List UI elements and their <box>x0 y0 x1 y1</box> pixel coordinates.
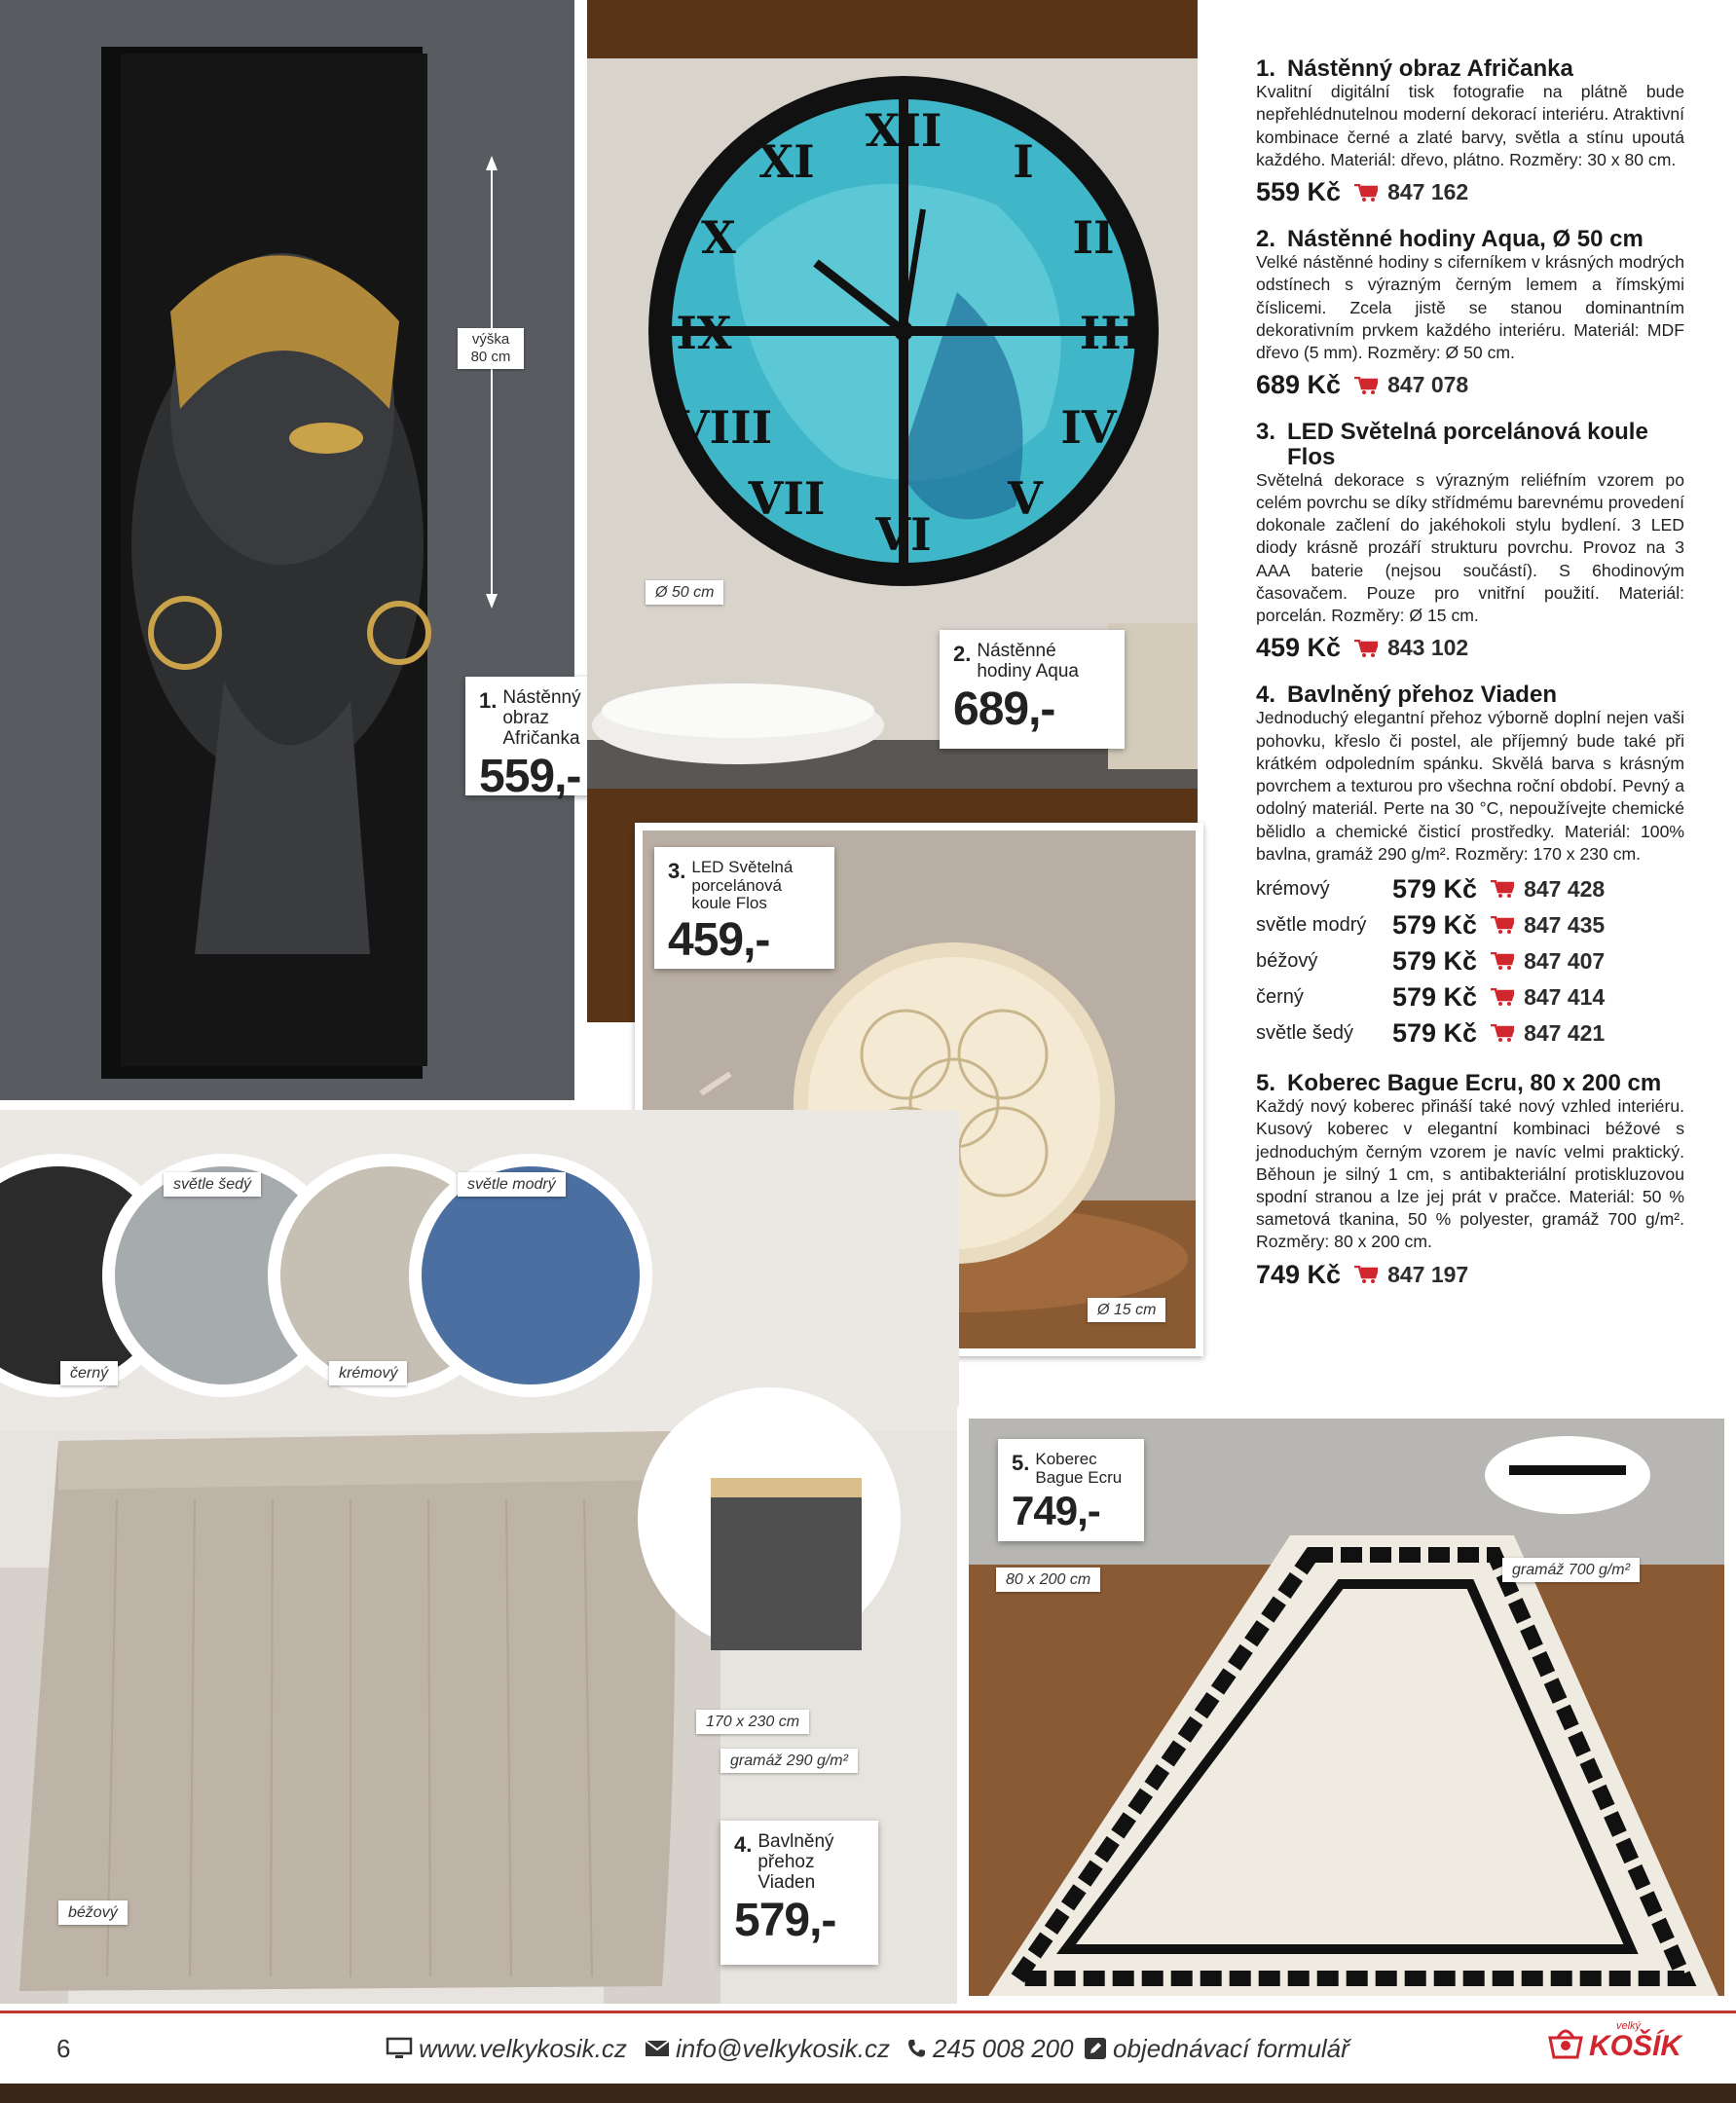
variant-code: 847 428 <box>1524 875 1606 902</box>
product-2 <box>1256 227 1684 400</box>
svg-text:VII: VII <box>748 472 826 525</box>
card-2-name: Nástěnné hodiny Aqua <box>977 641 1079 682</box>
phone-link[interactable]: 245 008 200 <box>905 2034 1074 2064</box>
card-1-name: Nástěnný obraz Afričanka <box>502 687 581 749</box>
product-1-description: Kvalitní digitální tisk fotografie na plátně bude nepřehlédnutelnou moderní dekorací interiéru. Atraktivní kombinace černé a zlaté barvy, světla a stínu upoutá každého. Materiál: dřevo, plátno. Rozměry: 30 x 80 cm. <box>1256 82 1684 169</box>
phone-icon <box>905 2038 927 2059</box>
variant-price: 579 Kč <box>1392 945 1478 976</box>
svg-text:I: I <box>1013 135 1034 188</box>
tag-rug-size: 80 x 200 cm <box>996 1568 1100 1592</box>
product-descriptions <box>1256 56 1684 1310</box>
tag-black: černý <box>60 1361 118 1385</box>
card-4-number: 4. <box>734 1832 753 1857</box>
variant-code: 847 421 <box>1524 1019 1606 1046</box>
basket-logo-icon <box>1548 2024 1583 2061</box>
card-3-number: 3. <box>668 859 686 883</box>
cart-icon[interactable] <box>1354 377 1378 394</box>
variant-row[interactable] <box>1256 871 1684 907</box>
page-number: 6 <box>56 2033 71 2063</box>
price-card-2 <box>940 630 1125 749</box>
variant-name: béžový <box>1256 949 1318 972</box>
svg-text:X: X <box>701 211 736 264</box>
product-3-description: Světelná dekorace s výrazným reliéfním vzorem po celém povrchu se díky střídmému barevnému provedení dokonale začlení do jakéhokoli stylu bydlení. 3 LED diody krásně prozáří strukturu povrchu. Provoz na 3 AAA baterie (nejsou součástí). S 6hodinovým časovačem. Pouze pro vnitřní použití. Materiál: porcelán. Rozměry: Ø 15 cm. <box>1256 469 1684 626</box>
product-3-price-line[interactable] <box>1256 633 1684 663</box>
svg-text:III: III <box>1079 307 1143 359</box>
product-2-price: 689 Kč <box>1256 370 1342 400</box>
footer <box>0 2011 1736 2084</box>
product-3-code: 843 102 <box>1387 635 1469 661</box>
price-card-5 <box>998 1439 1144 1541</box>
tag-height: výška 80 cm <box>458 328 524 369</box>
variant-price: 579 Kč <box>1392 873 1478 904</box>
variant-name: krémový <box>1256 877 1330 900</box>
card-3-name: LED Světelná porcelánová koule Flos <box>691 858 794 913</box>
svg-text:XII: XII <box>865 104 942 157</box>
product-4 <box>1256 683 1684 1052</box>
product-2-description: Velké nástěnné hodiny s ciferníkem v krásných modrých odstínech s výrazným černým lemem a římskými číslicemi. Zcela jistě se stanou dominantním dekorativním prvkem každého interiéru. Materiál: MDF dřevo (5 mm). Rozměry: Ø 50 cm. <box>1256 252 1684 363</box>
product-3-price: 459 Kč <box>1256 633 1342 663</box>
variant-code: 847 414 <box>1524 983 1606 1010</box>
logo[interactable] <box>1548 2021 1681 2061</box>
price-card-4 <box>720 1821 878 1965</box>
product-1-price-line[interactable] <box>1256 177 1684 207</box>
price-card-3 <box>654 847 834 969</box>
product-5-price-line[interactable] <box>1256 1260 1684 1290</box>
tag-light-blue: světle modrý <box>458 1172 566 1197</box>
tag-clock-diameter: Ø 50 cm <box>646 580 723 605</box>
tag-rug-weight: gramáž 700 g/m² <box>1502 1558 1640 1582</box>
logo-small-text: velký <box>1616 2020 1642 2032</box>
variant-row[interactable] <box>1256 907 1684 943</box>
card-4-price: 579,- <box>734 1894 836 1946</box>
variant-price: 579 Kč <box>1392 1017 1478 1048</box>
product-2-price-line[interactable] <box>1256 370 1684 400</box>
cart-icon[interactable] <box>1491 952 1514 970</box>
product-1-code: 847 162 <box>1387 179 1469 205</box>
svg-text:XI: XI <box>758 135 815 188</box>
cart-icon[interactable] <box>1354 640 1378 657</box>
cart-icon[interactable] <box>1354 1266 1378 1283</box>
price-card-1 <box>465 677 607 802</box>
cart-icon[interactable] <box>1491 988 1514 1006</box>
variant-name: světle šedý <box>1256 1021 1354 1044</box>
card-1-number: 1. <box>479 688 498 713</box>
variant-row[interactable] <box>1256 1015 1684 1052</box>
cart-icon[interactable] <box>1491 1024 1514 1042</box>
card-1-price: 559,- <box>479 750 581 802</box>
website-link[interactable]: www.velkykosik.cz <box>386 2034 627 2064</box>
variant-code: 847 407 <box>1524 947 1606 974</box>
card-2-price: 689,- <box>953 683 1055 735</box>
product-2-title: 2. Nástěnné hodiny Aqua, Ø 50 cm <box>1256 226 1644 253</box>
svg-text:VI: VI <box>875 508 932 561</box>
tag-light-grey: světle šedý <box>164 1172 261 1197</box>
tag-throw-color: béžový <box>58 1900 128 1925</box>
variant-name: světle modrý <box>1256 913 1367 936</box>
product-2-code: 847 078 <box>1387 372 1469 398</box>
tag-cream: krémový <box>329 1361 407 1385</box>
product-1-title: 1. Nástěnný obraz Afričanka <box>1256 55 1573 82</box>
monitor-icon <box>386 2037 413 2060</box>
product-5-code: 847 197 <box>1387 1261 1469 1287</box>
painting-illustration <box>0 0 574 1100</box>
tag-throw-size: 170 x 230 cm <box>696 1710 809 1734</box>
product-5 <box>1256 1071 1684 1290</box>
svg-text:II: II <box>1072 211 1115 264</box>
variant-row[interactable] <box>1256 979 1684 1015</box>
svg-text:VIII: VIII <box>674 401 773 454</box>
variant-name: černý <box>1256 985 1304 1008</box>
product-1 <box>1256 56 1684 207</box>
card-5-number: 5. <box>1012 1451 1030 1475</box>
cart-icon[interactable] <box>1491 880 1514 898</box>
card-3-price: 459,- <box>668 914 770 967</box>
tag-lamp-diameter: Ø 15 cm <box>1088 1298 1165 1322</box>
photo-painting <box>0 0 574 1100</box>
envelope-icon <box>645 2039 670 2058</box>
cart-icon[interactable] <box>1354 184 1378 202</box>
tag-throw-weight: gramáž 290 g/m² <box>720 1749 858 1773</box>
product-3-title: 3. LED Světelná porcelánová koule Flos <box>1256 419 1648 470</box>
product-4-description: Jednoduchý elegantní přehoz výborně doplní nejen vaši pohovku, křeslo či postel, ale příjemný bude také při krátkém odpoledním spánku. Skvělá barva s krásným povrchem a texturou pro všechna roční období. Pevný a odolný materiál. Perte na 30 °C, nepoužívejte chemické bělidlo a chemické čisticí prostředky. Materiál: 100% bavlna, gramáž 290 g/m². Rozměry: 170 x 230 cm. <box>1256 708 1684 864</box>
variant-price: 579 Kč <box>1392 981 1478 1012</box>
card-2-number: 2. <box>953 642 972 666</box>
card-5-name: Koberec Bague Ecru <box>1035 1450 1123 1487</box>
card-4-name: Bavlněný přehoz Viaden <box>757 1831 834 1893</box>
bottom-strip <box>0 2084 1736 2103</box>
variant-row[interactable] <box>1256 943 1684 979</box>
product-4-variants <box>1256 871 1684 1052</box>
order-form-link[interactable]: objednávací formulář <box>1084 2034 1349 2064</box>
email-link[interactable]: info@velkykosik.cz <box>645 2034 890 2064</box>
variant-code: 847 435 <box>1524 911 1606 938</box>
svg-text:IV: IV <box>1060 401 1117 454</box>
cart-icon[interactable] <box>1491 916 1514 934</box>
product-3 <box>1256 420 1684 663</box>
edit-icon <box>1084 2037 1107 2060</box>
product-5-title: 5. Koberec Bague Ecru, 80 x 200 cm <box>1256 1069 1662 1096</box>
svg-text:IX: IX <box>676 307 732 359</box>
product-4-title: 4. Bavlněný přehoz Viaden <box>1256 682 1557 709</box>
product-1-price: 559 Kč <box>1256 177 1342 207</box>
product-5-price: 749 Kč <box>1256 1259 1342 1289</box>
product-5-description: Každý nový koberec přináší také nový vzhled interiéru. Kusový koberec v elegantní kombinaci béžové s jednoduchým černým vzorem je navíc velmi praktický. Běhoun je silný 1 cm, s antibakteriální protiskluzovou spodní stranou a lze jej prát v pračce. Materiál: 50 % sametová tkanina, 50 % polyester, gramáž 700 g/m². Rozměry: 80 x 200 cm. <box>1256 1096 1684 1252</box>
variant-price: 579 Kč <box>1392 909 1478 940</box>
svg-text:V: V <box>1008 472 1043 525</box>
logo-text: KOŠÍK <box>1589 2030 1682 2062</box>
card-5-price: 749,- <box>1012 1488 1100 1534</box>
